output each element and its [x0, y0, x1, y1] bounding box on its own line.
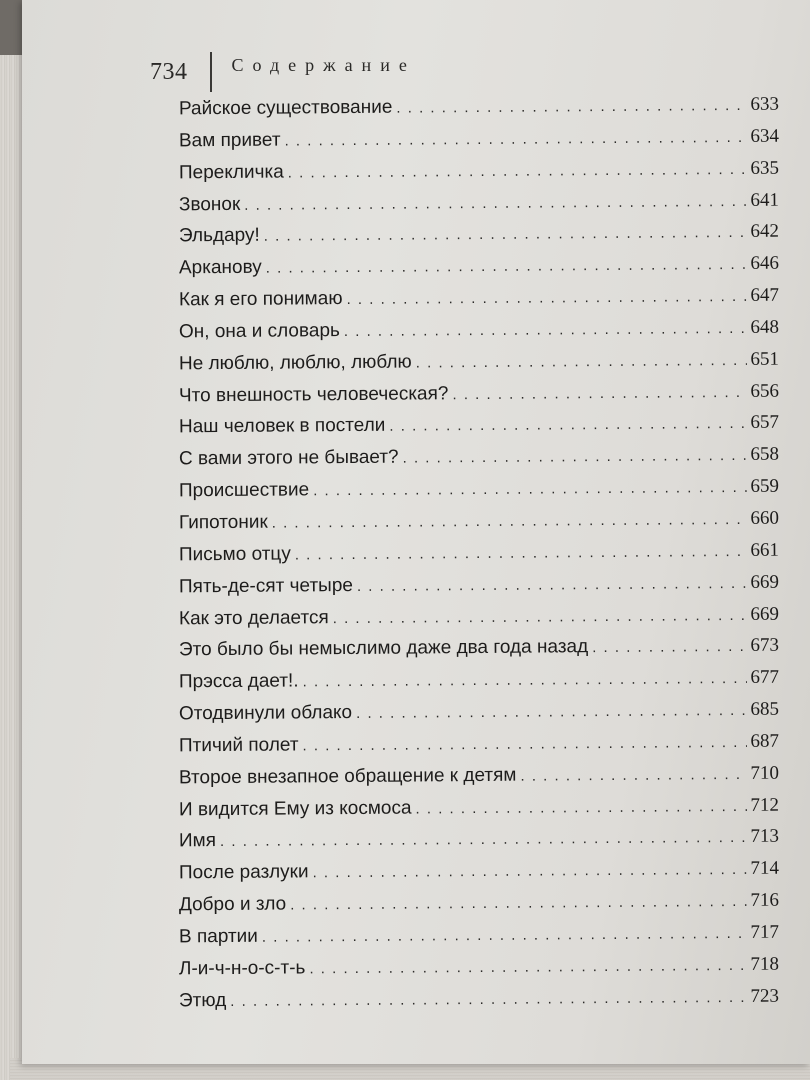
toc-dot-leader [262, 925, 747, 946]
toc-entry-title: Птичий полет [178, 734, 299, 757]
toc-entry [179, 826, 779, 863]
toc-entry-page: 651 [750, 348, 780, 370]
toc-dot-leader [346, 288, 746, 308]
toc-dot-leader [356, 702, 747, 722]
toc-entry [179, 571, 779, 608]
toc-dot-leader [313, 479, 746, 499]
toc-entry-title: Происшествие [178, 479, 310, 502]
toc-entry-title: Имя [178, 830, 217, 852]
toc-dot-leader [592, 638, 746, 656]
toc-entry [179, 635, 779, 672]
toc-dot-leader [244, 192, 746, 213]
toc-entry [179, 985, 779, 1022]
toc-entry-page: 669 [750, 603, 780, 625]
toc-entry-page: 714 [750, 857, 780, 880]
toc-entry-title: Второе внезапное обращение к детям [178, 764, 517, 789]
toc-entry-title: Арканову [178, 256, 262, 279]
toc-entry-title: В партии [178, 925, 258, 948]
toc-entry-page: 659 [750, 475, 780, 497]
toc-entry [179, 476, 779, 513]
toc-entry [179, 539, 779, 576]
toc-entry-title: Гипотоник [178, 511, 268, 534]
toc-dot-leader [389, 415, 746, 435]
toc-entry [179, 890, 779, 927]
toc-dot-leader [415, 797, 746, 817]
toc-entry [179, 603, 779, 640]
toc-entry-page: 647 [750, 284, 780, 306]
toc-dot-leader [357, 575, 747, 595]
toc-entry-page: 656 [750, 380, 780, 402]
toc-entry-title: Письмо отцу [178, 543, 291, 566]
toc-entry-page: 716 [750, 889, 780, 911]
toc-dot-leader [333, 606, 747, 626]
toc-entry [179, 508, 779, 545]
toc-entry-page: 658 [750, 443, 780, 466]
toc-entry-title: Наш человек в постели [178, 415, 386, 438]
toc-entry-title: Что внешность человеческая? [178, 382, 449, 406]
toc-entry-page: 685 [750, 698, 780, 720]
toc-entry-title: Вам привет [178, 129, 281, 152]
toc-dot-leader [312, 861, 746, 881]
toc-entry-title: Пять-де-сят четыре [178, 574, 353, 598]
toc-entry [179, 762, 779, 799]
toc-entry [179, 953, 779, 990]
toc-entry-page: 661 [750, 539, 780, 561]
toc-entry [179, 444, 779, 481]
toc-dot-leader [302, 734, 746, 754]
toc-entry-page: 634 [750, 125, 780, 147]
toc-entry-title: Райское существование [178, 96, 393, 120]
toc-entry-page: 673 [750, 634, 780, 657]
toc-dot-leader [344, 320, 747, 340]
toc-dot-leader [520, 766, 746, 785]
toc-entry [179, 699, 779, 736]
toc-entry [179, 794, 779, 831]
toc-entry-title: Прэсса дает!. [178, 670, 299, 693]
toc-entry-title: Как я его понимаю [178, 288, 343, 311]
toc-entry-title: Не люблю, люблю, люблю [178, 351, 412, 375]
header-divider [210, 52, 212, 92]
book-page [22, 0, 810, 1064]
toc-entry-page: 646 [750, 252, 780, 275]
toc-entry [179, 922, 779, 959]
toc-entry [179, 731, 779, 768]
toc-entry-title: Эльдару! [178, 225, 260, 247]
toc-entry-title: Он, она и словарь [178, 319, 340, 343]
toc-entry-title: Это было бы немыслимо даже два года назад [178, 636, 589, 661]
toc-entry [179, 667, 779, 704]
toc-entry-title: После разлуки [178, 861, 309, 884]
toc-dot-leader [284, 129, 746, 150]
toc-entry-title: Звонок [178, 193, 241, 215]
toc-entry [179, 253, 779, 290]
toc-entry-title: Этюд [178, 989, 227, 1011]
toc-entry-page: 635 [750, 157, 780, 179]
toc-dot-leader [452, 383, 746, 402]
toc-dot-leader [230, 989, 746, 1010]
toc-entry-title: Л-и-ч-н-о-с-т-ь [178, 957, 306, 980]
running-header [150, 50, 416, 94]
toc-entry-page: 712 [750, 794, 780, 816]
toc-entry-title: Как это делается [178, 606, 329, 629]
toc-entry [179, 125, 779, 162]
toc-entry-page: 713 [750, 826, 780, 848]
toc-dot-leader [220, 829, 747, 850]
section-title: Содержание [231, 54, 416, 75]
toc-entry-page: 717 [750, 921, 780, 943]
toc-dot-leader [272, 511, 747, 532]
toc-dot-leader [264, 224, 747, 245]
toc-dot-leader [396, 97, 746, 117]
toc-entry [179, 94, 779, 131]
toc-entry-page: 669 [750, 571, 780, 593]
toc-entry-title: И видится Ему из космоса [178, 797, 412, 820]
toc-entry-page: 687 [750, 730, 780, 752]
toc-entry-page: 718 [750, 953, 780, 975]
toc-entry [179, 317, 779, 354]
toc-entry [179, 858, 779, 895]
toc-entry-title: Перекличка [178, 161, 284, 184]
toc-entry-page: 642 [750, 221, 780, 243]
toc-dot-leader [288, 161, 747, 182]
toc-dot-leader [309, 957, 746, 977]
toc-entry [179, 285, 779, 322]
toc-entry-page: 710 [750, 762, 780, 784]
toc-entry-title: Отодвинули облако [178, 702, 353, 725]
toc-entry-page: 657 [750, 412, 780, 434]
toc-entry [179, 157, 779, 194]
toc-entry-page: 648 [750, 316, 780, 338]
toc-dot-leader [416, 352, 747, 372]
table-of-contents [178, 93, 780, 1019]
toc-entry [179, 348, 779, 385]
toc-entry [179, 221, 779, 258]
toc-dot-leader [303, 670, 747, 690]
toc-entry-page: 677 [750, 666, 780, 689]
toc-entry-page: 660 [750, 507, 780, 529]
toc-entry [179, 412, 779, 449]
toc-dot-leader [290, 893, 746, 914]
toc-dot-leader [403, 447, 747, 467]
page-number: 734 [150, 58, 188, 85]
toc-entry [179, 189, 779, 226]
toc-entry-page: 641 [750, 189, 780, 211]
toc-entry [179, 380, 779, 417]
toc-entry-page: 633 [750, 93, 780, 115]
toc-dot-leader [266, 256, 747, 277]
toc-entry-title: С вами этого не бывает? [178, 446, 399, 470]
toc-entry-page: 723 [750, 985, 780, 1007]
toc-entry-title: Добро и зло [178, 893, 287, 916]
toc-dot-leader [295, 543, 747, 564]
